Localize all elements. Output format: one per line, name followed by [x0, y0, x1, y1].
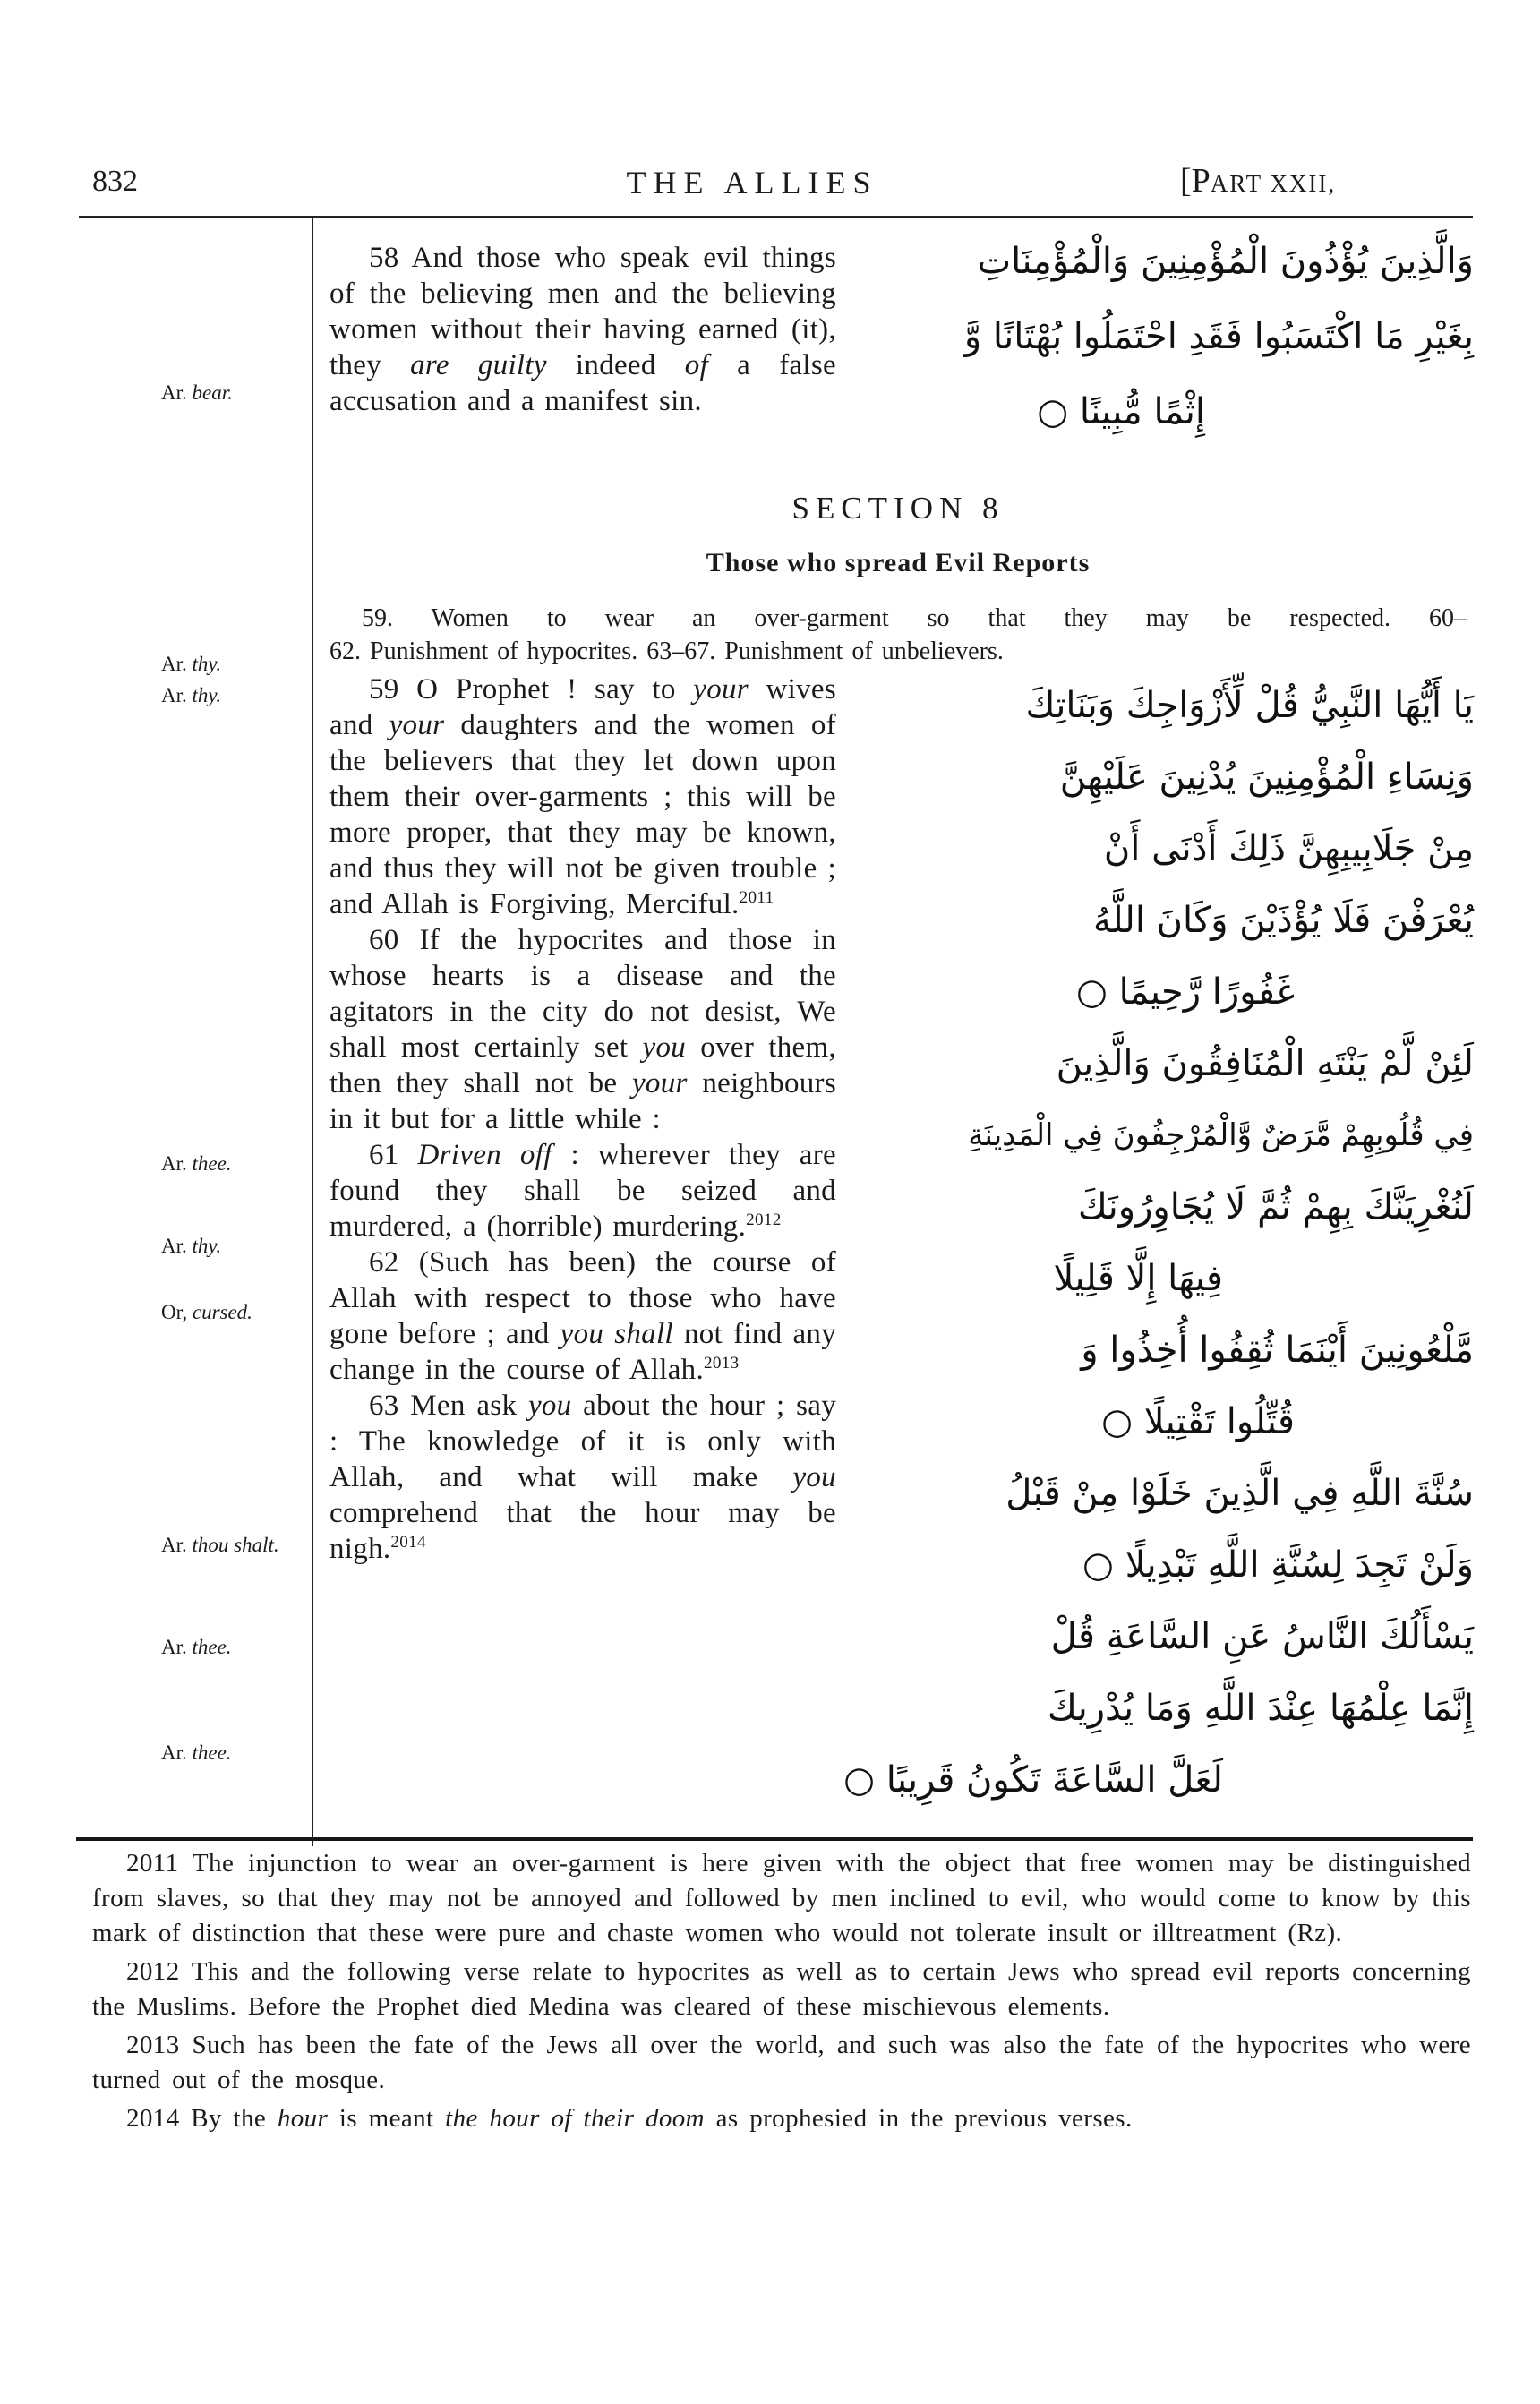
arabic-line: فِيهَا إِلَّا قَلِيلًا — [1053, 1258, 1223, 1299]
verse-60-english — [329, 922, 836, 1137]
margin-note-term: thee. — [192, 1741, 232, 1764]
text-run: is meant — [328, 2104, 446, 2133]
margin-note-prefix: Ar. — [161, 684, 187, 706]
arabic-line: لَئِنْ لَّمْ يَنْتَهِ الْمُنَافِقُونَ وَالَّذِينَ — [1056, 1043, 1474, 1084]
running-title: THE ALLIES — [626, 165, 878, 201]
text-run: as prophesied in the previous verses. — [704, 2104, 1133, 2133]
italic-text: your — [389, 709, 445, 741]
margin-note-prefix: Or, — [161, 1301, 188, 1323]
text-run: not find any change in the course of Allah. — [329, 1318, 837, 1386]
arabic-line: فِي قُلُوبِهِمْ مَّرَضٌ وَّالْمُرْجِفُونَ فِي الْمَدِينَةِ — [968, 1117, 1474, 1153]
margin-note-thy-2 — [161, 683, 287, 707]
arabic-line: غَفُورًا رَّحِيمًا ○ — [1075, 971, 1295, 1013]
text-run: 2013 Such has been the fate of the Jews all over the world, and such was also the fate of the hypocrites who were turned out of the mosque. — [92, 2031, 1471, 2094]
italic-text: you shall — [560, 1318, 673, 1350]
section-heading: SECTION 8 — [791, 491, 1005, 526]
text-run: about the hour ; say : The knowledge of it is only with Allah, and what will make — [329, 1390, 837, 1493]
margin-note-cursed — [161, 1300, 287, 1324]
text-run: 2011 The injunction to wear an over-garment is here given with the object that free women may be distinguished from slaves, so that they may not be annoyed and followed by men inclined to evil, who would come to know by this mark of distinction that these were pure and chaste women who would not tolerate insult or illtreatment (Rz). — [92, 1849, 1471, 1947]
footnote-2014 — [92, 2101, 1471, 2136]
italic-text: you — [642, 1031, 687, 1064]
verse-59-english — [329, 672, 836, 922]
margin-note-thee-1 — [161, 1151, 287, 1176]
margin-note-bear — [161, 381, 287, 405]
italic-text: the hour of their doom — [445, 2104, 705, 2133]
margin-note-term: thy. — [192, 684, 222, 706]
margin-note-term: thy. — [192, 653, 222, 675]
verse-61-english — [329, 1137, 836, 1245]
arabic-verse-58-block — [851, 224, 1474, 449]
margin-note-term: thee. — [192, 1636, 232, 1658]
text-run: 58 And those who speak evil things of the believing men and the believing women without their having earned (it), they — [329, 242, 836, 381]
part-label-rest: ART XXII, — [1210, 170, 1337, 197]
margin-note-prefix: Ar. — [161, 1636, 187, 1658]
italic-text: your — [693, 673, 749, 706]
text-run: wives and — [329, 673, 836, 741]
margin-note-thou-shalt — [161, 1533, 287, 1557]
text-run: 60 If the hypocrites and those in whose hearts is a disease and the agitators in the city do not desist, We shall most certainly set — [329, 924, 836, 1064]
footnotes — [92, 1846, 1471, 2140]
arabic-line: بِغَيْرِ مَا اكْتَسَبُوا فَقَدِ احْتَمَلُوا بُهْتَانًا وَّ — [963, 316, 1474, 357]
margin-note-thy-1 — [161, 652, 287, 676]
footnote-rule — [76, 1837, 1473, 1841]
footnote-ref: 2013 — [704, 1354, 740, 1373]
text-run: 2014 By the — [126, 2104, 278, 2133]
margin-note-term: thy. — [192, 1235, 222, 1257]
verse-62-english — [329, 1245, 836, 1388]
margin-note-thee-3 — [161, 1741, 287, 1765]
section-summary-line-2: 62. Punishment of hypocrites. 63–67. Punishment of unbelievers. — [329, 637, 1004, 665]
header-rule — [79, 216, 1473, 218]
margin-note-term: thou shalt. — [192, 1534, 279, 1556]
footnote-ref: 2014 — [390, 1533, 426, 1552]
text-run: 62 (Such has been) the course of Allah with respect to those who have gone before ; and — [329, 1246, 836, 1350]
arabic-line: سُنَّةَ اللَّهِ فِي الَّذِينَ خَلَوْا مِنْ قَبْلُ — [1005, 1473, 1474, 1514]
italic-text: you — [792, 1461, 836, 1493]
margin-note-prefix: Ar. — [161, 1741, 187, 1764]
italic-text: you — [527, 1390, 572, 1422]
text-run: comprehend that the hour may be nigh. — [329, 1497, 836, 1565]
arabic-line: مِنْ جَلَابِيبِهِنَّ ذَلِكَ أَدْنَى أَنْ — [1103, 828, 1474, 869]
english-column-main — [329, 672, 836, 1567]
section-summary — [329, 602, 1467, 668]
arabic-line: يَا أَيُّهَا النَّبِيُّ قُلْ لِّأَزْوَاجِكَ وَبَنَاتِكَ — [1025, 685, 1474, 726]
footnote-2013 — [92, 2028, 1471, 2098]
footnote-2011 — [92, 1846, 1471, 1951]
margin-note-thy-3 — [161, 1234, 287, 1258]
section-subheading: Those who spread Evil Reports — [706, 548, 1091, 577]
margin-note-prefix: Ar. — [161, 1152, 187, 1175]
arabic-line: قُتِّلُوا تَقْتِيلًا ○ — [1101, 1401, 1295, 1442]
text-run: over them, then they shall not be — [329, 1031, 836, 1099]
text-run: daughters and the women of the believers that they let down upon them their over-garments ; this will be more proper, that they may be known, and thus they will not be given trouble ; and Allah is Forgiving, Merciful. — [329, 709, 836, 920]
text-run: indeed — [546, 349, 685, 381]
arabic-line: وَالَّذِينَ يُؤْذُونَ الْمُؤْمِنِينَ وَالْمُؤْمِنَاتِ — [977, 241, 1474, 282]
text-run: 63 Men ask — [369, 1390, 528, 1422]
page-number: 832 — [92, 165, 138, 198]
margin-note-prefix: Ar. — [161, 381, 187, 404]
margin-rule — [312, 218, 313, 1846]
arabic-verses-59-63-block — [843, 670, 1474, 1816]
text-run: 59 O Prophet ! say to — [369, 673, 694, 706]
margin-note-prefix: Ar. — [161, 1235, 187, 1257]
italic-text: your — [631, 1067, 688, 1099]
margin-note-prefix: Ar. — [161, 1534, 187, 1556]
section-summary-line-1: 59. Women to wear an over-garment so that they may be respected. 60– — [362, 604, 1467, 632]
arabic-line: إِثْمًا مُّبِينًا ○ — [1037, 391, 1205, 432]
text-run: 2012 This and the following verse relate to hypocrites as well as to certain Jews who spread evil reports concerning the Muslims. Before the Prophet died Medina was cleared of these mischievous elements. — [92, 1957, 1471, 2021]
verse-58-english — [329, 240, 836, 419]
arabic-line: لَنُغْرِيَنَّكَ بِهِمْ ثُمَّ لَا يُجَاوِرُونَكَ — [1077, 1186, 1474, 1228]
italic-text: hour — [277, 2104, 329, 2133]
section-block — [329, 491, 1467, 668]
arabic-line: مَّلْعُونِينَ أَيْنَمَا ثُقِفُوا أُخِذُوا وَ — [1081, 1330, 1474, 1371]
margin-note-thee-2 — [161, 1635, 287, 1659]
margin-note-term: cursed. — [192, 1301, 252, 1323]
arabic-line: يَسْأَلُكَ النَّاسُ عَنِ السَّاعَةِ قُلْ — [1050, 1616, 1474, 1657]
margin-note-term: thee. — [192, 1152, 232, 1175]
italic-text: of — [684, 349, 709, 381]
english-column-top — [329, 240, 836, 419]
arabic-line: وَنِسَاءِ الْمُؤْمِنِينَ يُدْنِينَ عَلَيْهِنَّ — [1059, 757, 1474, 798]
italic-text: Driven off — [417, 1139, 552, 1171]
text-run: neighbours in it but for a little while : — [329, 1067, 836, 1135]
text-run: a false accusation and a manifest sin. — [329, 349, 836, 417]
margin-note-prefix: Ar. — [161, 653, 187, 675]
footnote-ref: 2011 — [739, 888, 774, 907]
part-label-initial: [P — [1180, 162, 1211, 200]
verse-63-english — [329, 1388, 836, 1567]
margin-note-term: bear. — [192, 381, 233, 404]
part-label — [1180, 161, 1336, 201]
arabic-line: وَلَنْ تَجِدَ لِسُنَّةِ اللَّهِ تَبْدِيلًا ○ — [1082, 1544, 1474, 1586]
text-run: : wherever they are found they shall be seized and murdered, a (horrible) murdering. — [329, 1139, 836, 1243]
arabic-line: لَعَلَّ السَّاعَةَ تَكُونُ قَرِيبًا ○ — [843, 1759, 1223, 1801]
footnote-2012 — [92, 1955, 1471, 2024]
text-run: 61 — [369, 1139, 418, 1171]
arabic-line: يُعْرَفْنَ فَلَا يُؤْذَيْنَ وَكَانَ اللَّهُ — [1092, 900, 1474, 941]
arabic-line: إِنَّمَا عِلْمُهَا عِنْدَ اللَّهِ وَمَا يُدْرِيكَ — [1047, 1688, 1474, 1729]
italic-text: are guilty — [410, 349, 547, 381]
footnote-ref: 2012 — [746, 1211, 782, 1229]
